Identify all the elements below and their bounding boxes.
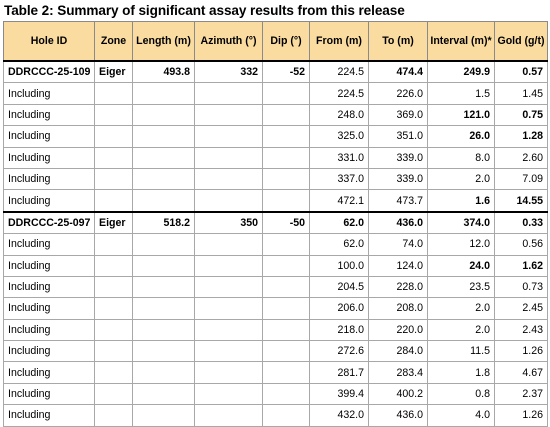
cell-azimuth: [195, 234, 263, 255]
cell-gold: 2.43: [495, 319, 548, 340]
table-row: [4, 126, 548, 147]
cell-interval: 121.0: [428, 104, 495, 125]
cell-interval: 1.6: [428, 190, 495, 212]
cell-to: 124.0: [369, 255, 428, 276]
cell-azimuth: [195, 298, 263, 319]
cell-gold: 0.75: [495, 104, 548, 125]
cell-azimuth: [195, 255, 263, 276]
cell-length: [133, 341, 195, 362]
table-row: [4, 276, 548, 297]
cell-from: 224.5: [310, 83, 369, 104]
cell-interval: 374.0: [428, 212, 495, 234]
cell-zone: Eiger: [95, 212, 133, 234]
table-row: [4, 362, 548, 383]
cell-dip: [263, 104, 310, 125]
cell-azimuth: 332: [195, 61, 263, 83]
cell-gold: 2.60: [495, 147, 548, 168]
cell-to: 351.0: [369, 126, 428, 147]
cell-dip: [263, 126, 310, 147]
header-azimuth: Azimuth (°): [195, 22, 263, 62]
cell-dip: -50: [263, 212, 310, 234]
cell-length: [133, 190, 195, 212]
cell-azimuth: [195, 383, 263, 404]
cell-from: 325.0: [310, 126, 369, 147]
cell-dip: [263, 298, 310, 319]
cell-gold: 0.33: [495, 212, 548, 234]
cell-interval: 12.0: [428, 234, 495, 255]
cell-length: [133, 83, 195, 104]
header-zone: Zone: [95, 22, 133, 62]
cell-hole-id: Including: [4, 126, 95, 147]
cell-length: [133, 362, 195, 383]
table-row: [4, 341, 548, 362]
cell-gold: 0.73: [495, 276, 548, 297]
cell-to: 436.0: [369, 212, 428, 234]
cell-interval: 0.8: [428, 383, 495, 404]
cell-dip: [263, 276, 310, 297]
table-row: [4, 255, 548, 276]
cell-zone: [95, 383, 133, 404]
cell-dip: [263, 83, 310, 104]
cell-gold: 4.67: [495, 362, 548, 383]
cell-interval: 24.0: [428, 255, 495, 276]
cell-interval: 2.0: [428, 168, 495, 189]
cell-to: 283.4: [369, 362, 428, 383]
cell-dip: [263, 405, 310, 426]
cell-to: 474.4: [369, 61, 428, 83]
header-dip: Dip (°): [263, 22, 310, 62]
cell-hole-id: Including: [4, 362, 95, 383]
cell-azimuth: [195, 362, 263, 383]
cell-dip: [263, 234, 310, 255]
cell-hole-id: Including: [4, 383, 95, 404]
cell-zone: [95, 362, 133, 383]
table-row: [4, 383, 548, 404]
cell-azimuth: [195, 276, 263, 297]
cell-zone: [95, 83, 133, 104]
cell-from: 62.0: [310, 212, 369, 234]
cell-zone: [95, 104, 133, 125]
cell-zone: [95, 168, 133, 189]
cell-hole-id: Including: [4, 104, 95, 125]
table-row: [4, 298, 548, 319]
table-row: [4, 83, 548, 104]
cell-length: [133, 255, 195, 276]
cell-to: 339.0: [369, 168, 428, 189]
cell-to: 226.0: [369, 83, 428, 104]
cell-from: 100.0: [310, 255, 369, 276]
cell-interval: 2.0: [428, 298, 495, 319]
table-title: Table 2: Summary of significant assay results from this release: [4, 3, 405, 18]
cell-dip: [263, 383, 310, 404]
cell-from: 472.1: [310, 190, 369, 212]
cell-length: [133, 168, 195, 189]
cell-hole-id: Including: [4, 341, 95, 362]
cell-hole-id: Including: [4, 83, 95, 104]
cell-interval: 1.8: [428, 362, 495, 383]
cell-dip: [263, 190, 310, 212]
cell-from: 248.0: [310, 104, 369, 125]
cell-from: 204.5: [310, 276, 369, 297]
cell-hole-id: Including: [4, 168, 95, 189]
cell-length: [133, 234, 195, 255]
cell-zone: [95, 319, 133, 340]
table-row: [4, 104, 548, 125]
header-length: Length (m): [133, 22, 195, 62]
cell-hole-id: Including: [4, 405, 95, 426]
cell-length: [133, 104, 195, 125]
cell-gold: 0.56: [495, 234, 548, 255]
cell-hole-id: Including: [4, 147, 95, 168]
header-interval: Interval (m)*: [428, 22, 495, 62]
cell-zone: [95, 126, 133, 147]
cell-interval: 4.0: [428, 405, 495, 426]
cell-hole-id: Including: [4, 298, 95, 319]
cell-interval: 11.5: [428, 341, 495, 362]
cell-from: 281.7: [310, 362, 369, 383]
table-row: [4, 234, 548, 255]
cell-gold: 14.55: [495, 190, 548, 212]
cell-gold: 1.62: [495, 255, 548, 276]
cell-to: 228.0: [369, 276, 428, 297]
header-hole-id: Hole ID: [4, 22, 95, 62]
table-row: [4, 319, 548, 340]
cell-azimuth: [195, 83, 263, 104]
cell-zone: [95, 190, 133, 212]
table-row: [4, 190, 548, 212]
cell-azimuth: [195, 168, 263, 189]
cell-to: 436.0: [369, 405, 428, 426]
cell-length: 518.2: [133, 212, 195, 234]
cell-from: 224.5: [310, 61, 369, 83]
cell-interval: 1.5: [428, 83, 495, 104]
table-row: [4, 61, 548, 83]
cell-zone: Eiger: [95, 61, 133, 83]
cell-azimuth: [195, 104, 263, 125]
cell-azimuth: [195, 319, 263, 340]
cell-length: [133, 276, 195, 297]
cell-azimuth: [195, 126, 263, 147]
cell-interval: 26.0: [428, 126, 495, 147]
cell-length: [133, 383, 195, 404]
cell-gold: 0.57: [495, 61, 548, 83]
cell-azimuth: [195, 190, 263, 212]
cell-from: 206.0: [310, 298, 369, 319]
cell-gold: 2.37: [495, 383, 548, 404]
cell-to: 369.0: [369, 104, 428, 125]
cell-zone: [95, 298, 133, 319]
cell-interval: 8.0: [428, 147, 495, 168]
cell-azimuth: [195, 147, 263, 168]
cell-zone: [95, 405, 133, 426]
cell-hole-id: DDRCCC-25-109: [4, 61, 95, 83]
cell-dip: [263, 341, 310, 362]
cell-to: 284.0: [369, 341, 428, 362]
cell-length: [133, 298, 195, 319]
cell-from: 62.0: [310, 234, 369, 255]
cell-hole-id: Including: [4, 319, 95, 340]
cell-from: 331.0: [310, 147, 369, 168]
cell-zone: [95, 276, 133, 297]
cell-from: 218.0: [310, 319, 369, 340]
cell-to: 473.7: [369, 190, 428, 212]
cell-length: 493.8: [133, 61, 195, 83]
cell-to: 208.0: [369, 298, 428, 319]
cell-gold: 7.09: [495, 168, 548, 189]
cell-hole-id: Including: [4, 234, 95, 255]
assay-results-table: [3, 21, 548, 427]
cell-gold: 1.28: [495, 126, 548, 147]
cell-dip: [263, 319, 310, 340]
cell-hole-id: Including: [4, 190, 95, 212]
cell-gold: 1.26: [495, 405, 548, 426]
header-gold: Gold (g/t): [495, 22, 548, 62]
cell-from: 337.0: [310, 168, 369, 189]
cell-from: 272.6: [310, 341, 369, 362]
cell-length: [133, 147, 195, 168]
cell-dip: [263, 362, 310, 383]
cell-interval: 2.0: [428, 319, 495, 340]
cell-dip: [263, 147, 310, 168]
cell-gold: 2.45: [495, 298, 548, 319]
cell-azimuth: [195, 405, 263, 426]
cell-hole-id: Including: [4, 255, 95, 276]
header-from: From (m): [310, 22, 369, 62]
cell-gold: 1.45: [495, 83, 548, 104]
cell-zone: [95, 234, 133, 255]
cell-hole-id: Including: [4, 276, 95, 297]
cell-to: 400.2: [369, 383, 428, 404]
cell-interval: 23.5: [428, 276, 495, 297]
cell-hole-id: DDRCCC-25-097: [4, 212, 95, 234]
cell-to: 220.0: [369, 319, 428, 340]
cell-to: 74.0: [369, 234, 428, 255]
cell-from: 432.0: [310, 405, 369, 426]
cell-dip: -52: [263, 61, 310, 83]
cell-to: 339.0: [369, 147, 428, 168]
cell-length: [133, 126, 195, 147]
cell-length: [133, 405, 195, 426]
cell-azimuth: 350: [195, 212, 263, 234]
cell-interval: 249.9: [428, 61, 495, 83]
cell-zone: [95, 255, 133, 276]
cell-from: 399.4: [310, 383, 369, 404]
table-row: [4, 147, 548, 168]
cell-gold: 1.26: [495, 341, 548, 362]
cell-zone: [95, 147, 133, 168]
cell-zone: [95, 341, 133, 362]
cell-azimuth: [195, 341, 263, 362]
cell-dip: [263, 168, 310, 189]
table-header-row: [4, 22, 548, 62]
cell-dip: [263, 255, 310, 276]
cell-length: [133, 319, 195, 340]
table-row: [4, 212, 548, 234]
header-to: To (m): [369, 22, 428, 62]
table-row: [4, 405, 548, 426]
table-row: [4, 168, 548, 189]
